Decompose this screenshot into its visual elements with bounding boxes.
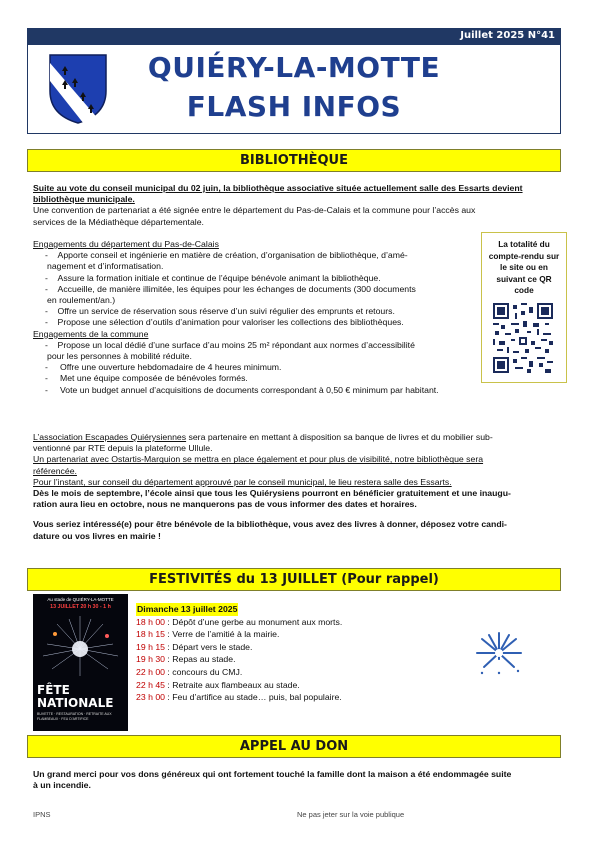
footer-mention: Ne pas jeter sur la voie publique xyxy=(297,810,405,819)
firework-poster-icon xyxy=(33,594,128,731)
biblio-body xyxy=(33,183,563,228)
dept-heading: Engagements du département du Pas-de-Calais xyxy=(33,239,219,249)
poster-title-nationale: NATIONALE xyxy=(37,696,114,710)
lieu-paragraph: Pour l’instant, sur conseil du département approuvé par le conseil municipal, le lieu restera salle des Essarts. xyxy=(33,476,452,487)
title-commune: QUIÉRY-LA-MOTTE xyxy=(147,51,441,84)
footer-ipns: IPNS xyxy=(33,810,51,819)
qr-code-icon[interactable] xyxy=(493,303,553,373)
list-item: - Propose une sélection d’outils d’animation pour valoriser les collections des bibliothèques. xyxy=(45,317,404,328)
list-item: pour les personnes à mobilité réduite. xyxy=(47,351,192,362)
biblio-convention: Une convention de partenariat a été signée entre le département du Pas-de-Calais et la commune pour l’accès aux services de la Médiathèque départementale. xyxy=(33,205,476,227)
issue-label: Juillet 2025 N°41 xyxy=(460,30,555,41)
program-item: 18 h 15 : Verre de l’amitié à la mairie. xyxy=(136,629,280,640)
program-item: 22 h 00 : concours du CMJ. xyxy=(136,666,243,677)
list-item: en roulement/an.) xyxy=(47,295,116,306)
program-item: 19 h 15 : Départ vers le stade. xyxy=(136,641,253,652)
biblio-intro-bold: Suite au vote du conseil municipal du 02 juin, la bibliothèque associative située actuellement salle des Essarts devient bibliothèque municipale. xyxy=(33,183,523,205)
ostartis-paragraph: Un partenariat avec Ostartis-Marquion se mettra en place également et pour plus de visibilité, notre bibliothèque sera référencée. xyxy=(33,454,484,476)
program-item: 19 h 30 : Repas au stade. xyxy=(136,654,236,665)
septembre-paragraph: Dès le mois de septembre, l’école ainsi que tous les Quiérysiens pourront en bénéficier gratuitement et une inaugu- ration aura lieu en octobre, nous ne manquerons pas de vous informer des dates et horaires. xyxy=(33,488,511,510)
masthead xyxy=(27,45,561,134)
program-date: Dimanche 13 juillet 2025 xyxy=(137,604,238,614)
program-item: 22 h 45 : Retraite aux flambeaux au stade. xyxy=(136,679,300,690)
list-item: - Apporte conseil et ingénierie en matière de création, d’organisation de bibliothèque, d’amé- xyxy=(45,250,408,261)
fireworks-icon xyxy=(474,629,524,677)
program-item: 23 h 00 : Feu d’artifice au stade… puis, bal populaire. xyxy=(136,692,342,703)
biblio-partners xyxy=(33,432,563,542)
list-item: - Offre un service de réservation sous réserve d’un suivi régulier des emprunts et retours. xyxy=(45,306,395,317)
qr-code-box xyxy=(481,232,567,383)
section-heading-bibliotheque: BIBLIOTHÈQUE xyxy=(27,149,561,172)
fete-nationale-poster xyxy=(33,594,128,731)
list-item: - Offre une ouverture hebdomadaire de 4 heures minimum. xyxy=(45,362,282,373)
list-item: - Propose un local dédié d’une surface d’au moins 25 m² répondant aux normes d’accessibilité xyxy=(45,339,415,350)
list-item: nagement et d’informatisation. xyxy=(47,261,164,272)
dept-commitments xyxy=(33,239,479,396)
list-item: - Met une équipe composée de bénévoles formés. xyxy=(45,373,248,384)
program xyxy=(136,603,456,704)
section-heading-don: APPEL AU DON xyxy=(27,735,561,758)
list-item: - Vote un budget annuel d’acquisitions de documents correspondant à 0,50 € minimum par habitant. xyxy=(45,384,439,395)
poster-small-print: BUVETTE · RESTAURATION · RETRAITE AUX FLAMBEAUX · FEU D’ARTIFICE xyxy=(37,712,112,721)
header-top-bar xyxy=(27,28,561,45)
qr-caption: La totalité du compte-rendu sur le site ou en suivant ce QR code xyxy=(488,239,560,295)
list-item: - Assure la formation initiale et continue de l’équipe bénévole animant la bibliothèque. xyxy=(45,272,381,283)
list-item: - Accueille, de manière illimitée, les équipes pour les échanges de documents (300 documents xyxy=(45,283,416,294)
poster-title-fete: FÊTE xyxy=(37,683,70,697)
don-paragraph: Un grand merci pour vos dons généreux qui ont fortement touché la famille dont la maison a été endommagée suite à un incendie. xyxy=(33,769,512,791)
poster-location: Au stade de QUIÉRY-LA-MOTTE xyxy=(47,597,114,602)
section-heading-festivites: FESTIVITÉS du 13 JUILLET (Pour rappel) xyxy=(27,568,561,591)
commune-heading: Engagements de la commune xyxy=(33,328,149,339)
benevole-paragraph: Vous seriez intéressé(e) pour être bénévole de la bibliothèque, vous avez des livres à donner, déposez votre candi- dature ou vos livres en mairie ! xyxy=(33,519,507,541)
escapades-paragraph: L’association Escapades Quiérysiennes sera partenaire en mettant à disposition sa banque de livres et du mobilier sub- ventionné par RTE depuis la plateforme Ullule. xyxy=(33,432,493,454)
title-flash-infos: FLASH INFOS xyxy=(186,90,402,123)
program-item: 18 h 00 : Dépôt d’une gerbe au monument aux morts. xyxy=(136,616,343,627)
poster-date: 13 JUILLET 20 h 30 - 1 h xyxy=(50,604,111,610)
